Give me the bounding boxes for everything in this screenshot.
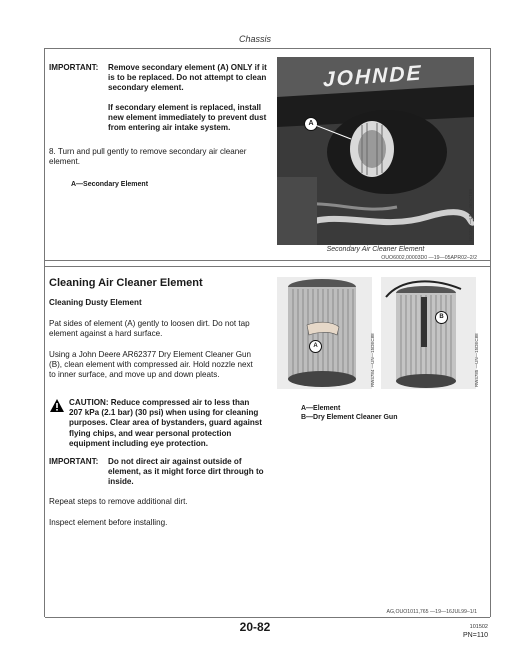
element-pat-image bbox=[277, 277, 372, 389]
callout-element-a: A bbox=[309, 340, 322, 353]
callout-gun-b: B bbox=[435, 311, 448, 324]
ref-code-1: OUO6002,00003D0 —19—05APR02–2/2 bbox=[381, 255, 477, 261]
secondary-element-section bbox=[45, 48, 490, 261]
footer-code: 101502 bbox=[469, 624, 488, 630]
para-cleaner-gun: Using a John Deere AR62377 Dry Element Cleaner Gun (B), clean element with compressed air. Hold nozzle next to inner surface, and move up and down pleats. bbox=[49, 350, 253, 380]
step-8: 8. Turn and pull gently to remove secondary air cleaner element. bbox=[49, 147, 247, 167]
callout-a: A bbox=[304, 117, 318, 131]
john-deere-decal: JOHNDE bbox=[323, 61, 423, 92]
important-note-3: Do not direct air against outside of element, as it might force dirt through to inside. bbox=[108, 457, 264, 487]
page-number: 20-82 bbox=[239, 620, 271, 634]
pn-label: PN=110 bbox=[463, 632, 488, 639]
section-header: Chassis bbox=[238, 34, 271, 44]
secondary-air-cleaner-image bbox=[277, 57, 474, 245]
para-repeat: Repeat steps to remove additional dirt. bbox=[49, 497, 188, 506]
section-subtitle: Cleaning Dusty Element bbox=[49, 298, 142, 307]
important-label: IMPORTANT: bbox=[49, 63, 99, 72]
important-note-1: Remove secondary element (A) ONLY if it is to be replaced. Do not attempt to clean secondary element. bbox=[108, 63, 267, 93]
warning-icon bbox=[50, 399, 64, 412]
important-note-2: If secondary element is replaced, install new element immediately to prevent dust from entering air intake system. bbox=[108, 103, 267, 133]
image-1-caption: Secondary Air Cleaner Element bbox=[326, 246, 425, 253]
image-1-id: N51816 —UN—26OCT89 bbox=[468, 188, 473, 241]
cleaner-gun-image bbox=[381, 277, 476, 389]
important-label-2: IMPORTANT: bbox=[49, 457, 99, 466]
image-3-id: RW4785 —UN—15DEC88 bbox=[474, 333, 479, 387]
legend-secondary-element: A—Secondary Element bbox=[71, 181, 149, 188]
section-title: Cleaning Air Cleaner Element bbox=[49, 277, 203, 289]
image-2-id: RW4784 —UN—15DEC88 bbox=[370, 333, 375, 387]
content-frame bbox=[44, 48, 491, 617]
callout-a-leader bbox=[315, 123, 355, 143]
para-inspect: Inspect element before installing. bbox=[49, 518, 168, 527]
ref-code-2: AG,OUO1011,765 —19—16JUL99–1/1 bbox=[386, 609, 477, 615]
cleaning-section bbox=[45, 266, 490, 618]
para-pat-sides: Pat sides of element (A) gently to loosen dirt. Do not tap element against a hard surface. bbox=[49, 319, 250, 339]
legend-element: A—Element bbox=[301, 405, 341, 412]
cleaner-gun-illustration bbox=[381, 277, 476, 389]
caution-text: CAUTION: Reduce compressed air to less than 207 kPa (2.1 bar) (30 psi) when using for cleaning purposes. Clear area of bystanders, guard against flying chips, and wear personal protection equipment including eye protection. bbox=[69, 398, 262, 448]
element-illustration bbox=[277, 277, 372, 389]
legend-cleaner-gun: B—Dry Element Cleaner Gun bbox=[301, 414, 398, 421]
